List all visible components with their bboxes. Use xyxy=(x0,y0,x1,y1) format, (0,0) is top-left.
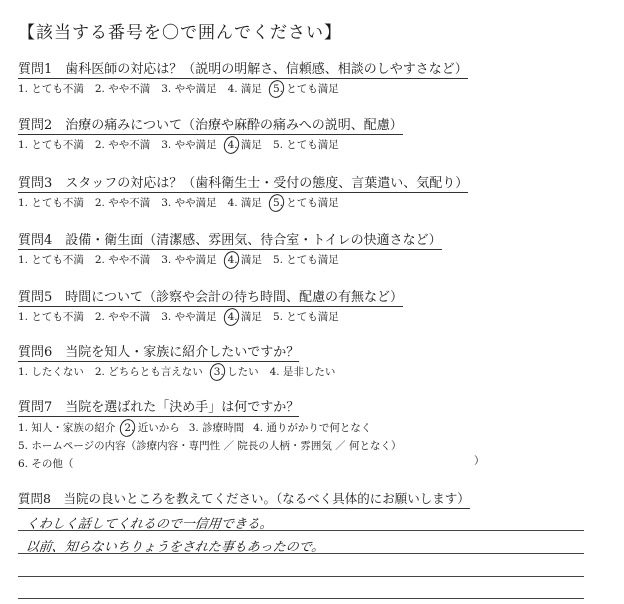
option[interactable]: 3. やや満足 xyxy=(161,311,217,323)
question-title: 質問3 スタッフの対応は？（歯科衛生士・受付の態度、言葉遣い、気配り） xyxy=(18,172,468,193)
option[interactable]: 1. したくない xyxy=(18,366,84,378)
question-8 xyxy=(18,488,518,509)
option[interactable]: 4. 通りがかりで何となく xyxy=(253,422,372,434)
question-4 xyxy=(18,229,518,267)
options-row xyxy=(18,137,518,152)
question-1 xyxy=(18,58,518,96)
option-selected[interactable]: 5. とても満足 xyxy=(272,197,339,209)
option[interactable]: 3. やや満足 xyxy=(161,197,217,209)
answer-rule xyxy=(18,598,584,599)
question-6 xyxy=(18,341,518,379)
answer-rule xyxy=(18,576,584,577)
option[interactable]: 1. とても不満 xyxy=(18,311,84,323)
option-selected[interactable]: 2. 近いから xyxy=(124,422,180,434)
answer-rule xyxy=(18,553,584,554)
question-title: 質問6 当院を知人・家族に紹介したいですか？ xyxy=(18,341,299,362)
option-other[interactable]: 6. その他（ xyxy=(18,458,74,470)
option[interactable]: 1. とても不満 xyxy=(18,197,84,209)
question-title: 質問7 当院を選ばれた「決め手」は何ですか？ xyxy=(18,396,299,417)
question-title: 質問2 治療の痛みについて（治療や麻酔の痛みへの説明、配慮） xyxy=(18,114,403,135)
option[interactable]: 1. とても不満 xyxy=(18,83,84,95)
options-row xyxy=(18,195,518,210)
option-selected[interactable]: 4. 満足 xyxy=(227,254,262,266)
option-selected[interactable]: 3. したい xyxy=(213,366,259,378)
option[interactable]: 5. とても満足 xyxy=(272,139,339,151)
option[interactable]: 3. 診療時間 xyxy=(188,422,245,434)
option[interactable]: 2. やや不満 xyxy=(94,83,151,95)
options-row xyxy=(18,364,518,379)
answer-line-1: くわしく話してくれるので一信用できる。 xyxy=(25,517,274,532)
question-title: 質問8 当院の良いところを教えてください。（なるべく具体的にお願いします） xyxy=(18,489,470,509)
option[interactable]: 2. やや不満 xyxy=(94,254,151,266)
question-3 xyxy=(18,172,518,210)
answer-line-2: 以前、知らないちりょうをされた事もあったので。 xyxy=(25,540,326,555)
question-5 xyxy=(18,286,518,324)
option[interactable]: 5. とても満足 xyxy=(272,311,339,323)
option[interactable]: 2. やや不満 xyxy=(94,311,151,323)
option[interactable]: 4. 満足 xyxy=(227,83,262,95)
question-title: 質問5 時間について（診察や会計の待ち時間、配慮の有無など） xyxy=(18,286,403,307)
option[interactable]: 1. 知人・家族の紹介 xyxy=(18,422,116,434)
options-row xyxy=(18,420,518,435)
paren-close: ） xyxy=(474,455,485,467)
options-row xyxy=(18,252,518,267)
form-header: 【該当する番号を〇で囲んでください】 xyxy=(18,23,342,43)
option[interactable]: 5. ホームページの内容（診療内容・専門性 ／ 院長の人柄・雰囲気 ／ 何となく） xyxy=(18,440,402,452)
option[interactable]: 4. 満足 xyxy=(227,197,262,209)
question-title: 質問1 歯科医師の対応は？（説明の明解さ、信頼感、相談のしやすさなど） xyxy=(18,58,468,79)
options-row xyxy=(18,81,518,96)
option[interactable]: 3. やや満足 xyxy=(161,254,217,266)
option[interactable]: 3. やや満足 xyxy=(161,83,217,95)
question-7 xyxy=(18,396,518,471)
option[interactable]: 1. とても不満 xyxy=(18,254,84,266)
option[interactable]: 3. やや満足 xyxy=(161,139,217,151)
option[interactable]: 1. とても不満 xyxy=(18,139,84,151)
question-2 xyxy=(18,114,518,152)
option-selected[interactable]: 5. とても満足 xyxy=(272,83,339,95)
option[interactable]: 2. やや不満 xyxy=(94,139,151,151)
option[interactable]: 2. どちらとも言えない xyxy=(94,366,203,378)
option-selected[interactable]: 4. 満足 xyxy=(227,311,262,323)
option[interactable]: 5. とても満足 xyxy=(272,254,339,266)
option[interactable]: 2. やや不満 xyxy=(94,197,151,209)
options-row xyxy=(18,309,518,324)
answer-rule xyxy=(18,530,584,531)
question-title: 質問4 設備・衛生面（清潔感、雰囲気、待合室・トイレの快適さなど） xyxy=(18,229,442,250)
option-selected[interactable]: 4. 満足 xyxy=(227,139,262,151)
option[interactable]: 4. 是非したい xyxy=(269,366,336,378)
